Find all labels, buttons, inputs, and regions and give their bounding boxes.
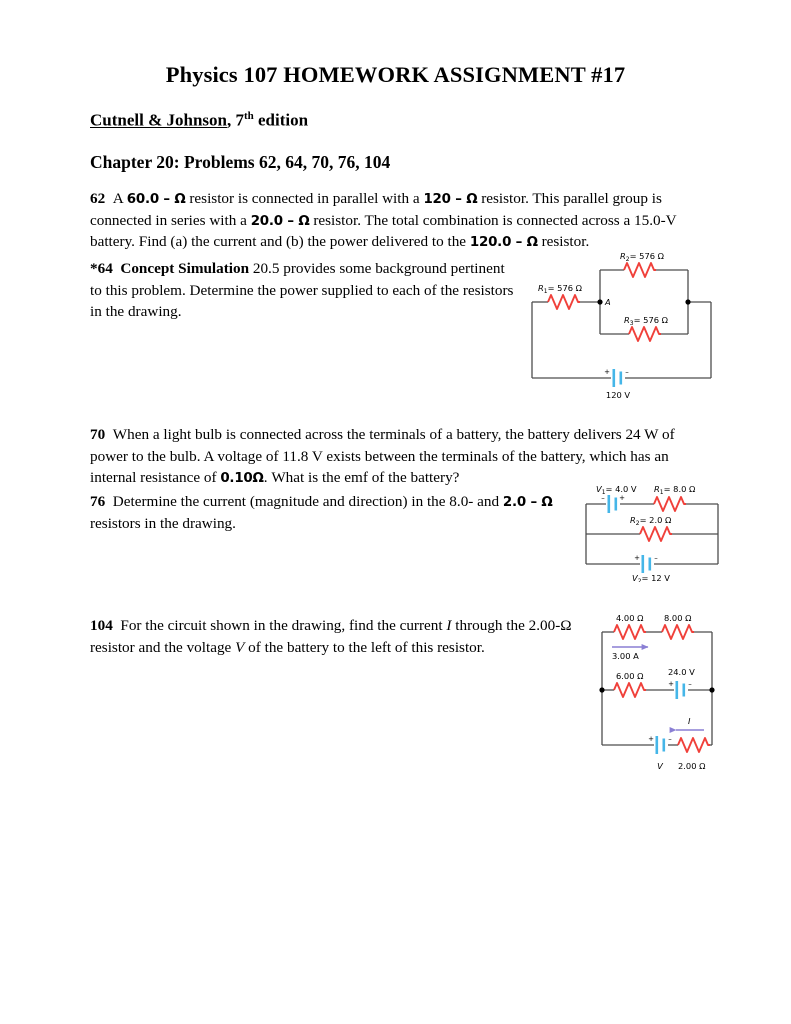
r1-label-76: $R_1= 8.0$ Ω [654,484,696,497]
problem-104 [90,615,590,658]
problem-70-value-1: 0.10Ω [220,471,264,487]
circuit-diagram-64 [528,252,733,402]
battery-plus-label-64: + [604,368,610,376]
chapter-heading: Chapter 20: Problems 62, 64, 70, 76, 104 [90,152,391,172]
byline-ordinal: th [243,110,254,122]
page-title: Physics 107 HOMEWORK ASSIGNMENT #17 [165,62,626,87]
v2-minus-sign: – [654,554,658,562]
battery-120v-symbol [613,369,623,387]
r3-label-64: $R_3= 576$ Ω [624,315,668,328]
problem-64-number: *64 [90,260,113,277]
label-24v: 24.0 V [668,667,695,677]
resistor-6ohm-symbol [614,683,646,697]
problem-76 [90,491,570,534]
resistor-2ohm-symbol [678,738,710,752]
battery-v1-symbol [608,495,618,513]
label-battery-v: V [657,761,663,771]
problem-104-symbol-i: I [446,617,452,634]
problem-62-value-2: 120 – Ω [423,192,478,207]
v1-plus-sign: + [619,494,625,502]
problem-76-seg1: Determine the current (magnitude and direction) in the 8.0- and [112,493,503,510]
v2-label-76: $V_2= 12$ V [632,573,670,582]
battery-24v-symbol [676,681,686,699]
node-right-dot [685,299,690,304]
label-current-3a: 3.00 A [612,651,639,661]
byline-edition: edition [253,110,309,130]
problem-64 [90,258,520,323]
label-4ohm: 4.00 Ω [616,613,644,623]
problem-104-seg1: For the circuit shown in the drawing, find the current [120,617,447,634]
r1-label-64: $R_1= 576$ Ω [538,283,582,296]
battery-minus-label-64: – [625,368,629,376]
resistor-r2-symbol [624,263,656,277]
problem-62-value-4: 120.0 – Ω [469,235,538,251]
problem-104-number: 104 [90,617,113,634]
resistor-r3-symbol [629,327,661,341]
label-6ohm: 6.00 Ω [616,671,644,681]
problem-62-seg5: resistor. [537,233,590,251]
problem-76-seg2: resistors in the drawing. [90,514,236,532]
problem-62-seg3: resistor. This parallel group is connected in series with a [90,190,662,229]
node-right-dot-104 [709,687,714,692]
node-a-dot [597,299,602,304]
v1-label-76: $V_1= 4.0$ V [596,484,637,497]
battery-24v-plus: + [668,680,674,688]
problem-62-seg4: resistor. The total combination is connected across a 15.0-V battery. Find (a) the current and (b) the power delivered to the [90,211,677,251]
battery-24v-minus: – [688,680,692,688]
problem-70-seg1: When a light bulb is connected across the terminals of a battery, the battery delivers 24 W of power to the bulb. A voltage of 11.8 V exists between the terminals of the battery, which has an internal resistance of [90,426,675,487]
problem-104-seg3: of the battery to the left of this resistor. [244,638,485,656]
problem-62-value-3: 20.0 – Ω [250,213,310,229]
battery-v-plus: + [648,735,654,743]
problem-104-seg2: through the 2.00-Ω resistor and the voltage [90,617,572,656]
problem-62-seg1: A [112,190,127,207]
problem-104-symbol-v: V [235,638,245,656]
problem-70-seg2: . What is the emf of the battery? [263,469,460,487]
byline-comma: , 7 [226,110,244,130]
resistor-8ohm-symbol [662,625,694,639]
problem-64-concept-label: Concept Simulation [120,260,250,277]
battery-v-minus: – [668,735,672,743]
r2-label-76: $R_2= 2.0$ Ω [630,515,672,528]
node-left-dot-104 [599,687,604,692]
problem-62-seg2: resistor is connected in parallel with a [185,190,424,207]
battery-v-symbol [656,736,666,754]
byline-book: Cutnell & Johnson [90,110,227,130]
problem-64-text: 20.5 provides some background pertinent to this problem. Determine the power supplied to each of the resistors in the drawing. [90,260,514,321]
r2-label-64: $R_2= 576$ Ω [620,252,664,264]
problem-70 [90,424,715,489]
label-2ohm: 2.00 Ω [678,761,706,771]
node-a-label: A [605,297,611,307]
v2-plus-sign: + [634,554,640,562]
problem-70-number: 70 [90,426,106,443]
circuit-diagram-76 [578,482,738,582]
problem-62 [90,188,715,253]
label-current-i: I [688,716,691,726]
figure-problem-104 [596,610,736,780]
circuit-diagram-104 [596,610,736,775]
resistor-4ohm-symbol [614,625,646,639]
problem-62-number: 62 [90,190,106,207]
battery-v2-symbol [642,555,652,573]
problem-76-number: 76 [90,493,106,510]
figure-problem-64 [528,252,733,407]
resistor-r1-symbol-76 [654,497,686,511]
resistor-r2-symbol-76 [640,527,672,541]
v1-minus-sign: – [601,494,605,502]
label-8ohm: 8.00 Ω [664,613,692,623]
battery-voltage-label-64: 120 V [605,390,631,400]
problem-76-value-1: 2.0 – Ω [502,495,553,510]
figure-problem-76 [578,482,738,587]
byline [90,110,308,131]
problem-62-value-1: 60.0 – Ω [126,192,186,207]
resistor-r1-symbol [548,295,580,309]
